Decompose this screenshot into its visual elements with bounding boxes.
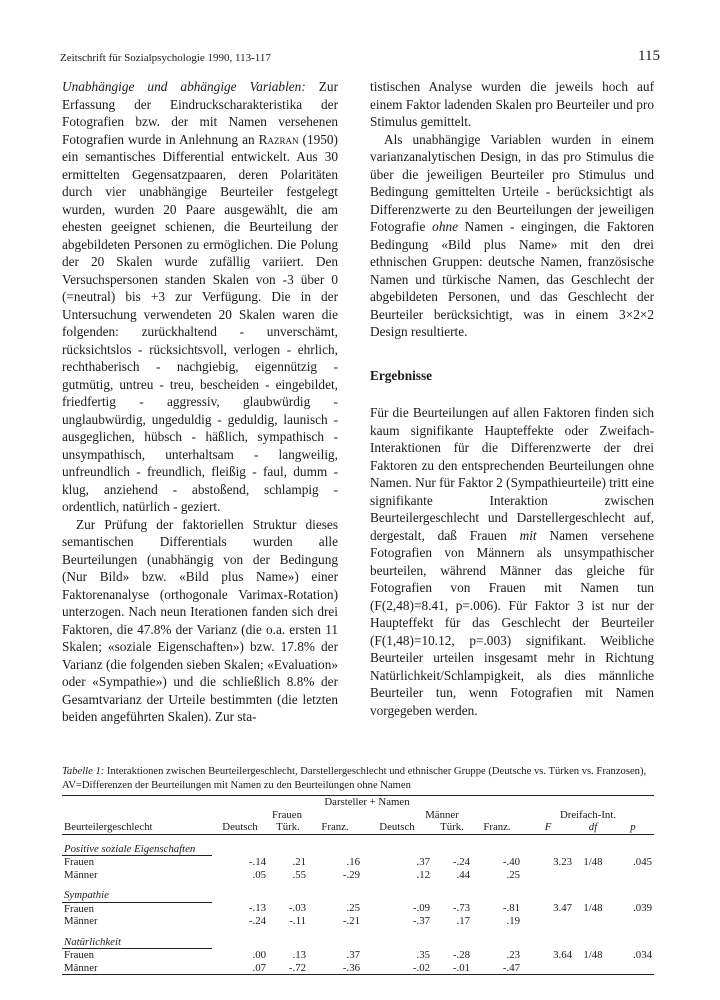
paragraph-variables: [62, 78, 338, 516]
journal-citation: Zeitschrift für Sozialpsychologie 1990, 113-117: [60, 52, 271, 64]
cell: .23: [506, 948, 520, 961]
paragraph-text: Namen - eingingen, die Faktoren Bedingung «Bild plus Name» mit den drei ethnischen Gruppen: deutsche Namen, französische Namen und türkische Namen, das Geschlecht der abgebildeten Personen, und das Geschlecht der Beurteiler berücksichtigt, was in einem 3×2×2 Design resultierte.: [370, 219, 654, 339]
table-row: [62, 962, 654, 975]
table-header-row: [62, 809, 654, 822]
paragraph-results: [370, 404, 654, 719]
cell: -.37: [412, 915, 430, 927]
caption-text: Interaktionen zwischen Beurteilergeschlecht, Darstellergeschlecht und ethnischer Gruppe (Deutsche vs. Türken vs. Franzosen), AV=Differenzen der Beurteilungen mit Namen zu den Beurteilungen ohne Namen: [62, 766, 647, 791]
cell: -.03: [288, 902, 306, 914]
cell-f: 3.23: [553, 855, 572, 868]
row-label: Männer: [64, 868, 98, 881]
cell-df: 1/48: [583, 948, 603, 961]
paragraph-text: (1950) ein semantisches Differential entwickelt. Aus 30 ermittelten Gegensatzpaaren, deren Polaritäten durch vier unabhängige Beurteiler festgelegt wurden, wurden 20 Paare ausgewählt, die am ehesten geeignet schienen, die Beurteilung der abgebildeten Personen zu ermöglichen. Die Polung der 20 Skalen wurde zufällig variiert. Den Versuchspersonen standen Skalen von -3 über 0 (=neutral) bis +3 zur Verfügung. Die in der Untersuchung verwendeten 20 Skalen waren die folgenden: zurückhaltend - unverschämt, rücksichtslos - rücksichtsvoll, verlogen - ehrlich, rechthaberisch - nachgiebig, eigennützig - gutmütig, untreu - treu, bescheiden - eingebildet, friedfertig - aggressiv, glaubwürdig - unglaubwürdig, ungeduldig - geduldig, launisch - ausgeglichen, hübsch - häßlich, sympathisch - unsympathisch, unterhaltsam - langweilig, unfreundlich - freundlich, fleißig - faul, dumm - klug, anziehend - abstoßend, schlampig - ordentlich, natürlich - geziert.: [62, 131, 338, 514]
table-row: [62, 902, 654, 915]
group-label: Natürlichkeit: [62, 928, 212, 949]
cell-p: .034: [633, 948, 652, 961]
header-col: p: [612, 821, 654, 834]
cell: .25: [346, 902, 360, 914]
group-label: Positive soziale Eigenschaften: [62, 834, 212, 856]
cell-f: 3.64: [553, 948, 572, 961]
cell: -.28: [452, 948, 470, 961]
header-col: F: [522, 821, 574, 834]
cell: .05: [252, 868, 266, 881]
paragraph-text: Zur Erfassung der Eindruckscharakteristika der Fotografien bzw. der mit Namen versehenen Fotografien wurde in Anlehnung an: [62, 79, 338, 147]
header-frauen: Frauen: [272, 808, 302, 821]
cell: .25: [506, 868, 520, 881]
header-maenner: Männer: [425, 808, 459, 821]
header-col: Franz.: [308, 821, 362, 834]
table-row: [62, 949, 654, 962]
table-header-row: [62, 821, 654, 834]
header-dreifach: Dreifach-Int.: [559, 808, 617, 821]
cell: -.11: [289, 915, 306, 927]
row-label: Männer: [64, 915, 98, 927]
paragraph-design: [370, 131, 654, 341]
section-heading-results: Ergebnisse: [370, 367, 433, 383]
table-group-row: [62, 834, 654, 856]
page-number: 115: [638, 48, 660, 64]
cell: .37: [416, 855, 430, 868]
cell: -.81: [502, 902, 520, 914]
cell: -.24: [248, 915, 266, 927]
cell-f: 3.47: [553, 902, 572, 914]
cell: .19: [506, 915, 520, 927]
row-label: Frauen: [64, 949, 94, 961]
cell: .07: [212, 962, 268, 975]
table-group-row: [62, 881, 654, 902]
paragraph-text: Für die Beurteilungen auf allen Faktoren finden sich kaum signifikante Haupteffekte oder Zweifach-Interaktionen für die Differenzwerte der drei Faktoren zu den entsprechenden Beurteilungen ohne Namen. Nur für Faktor 2 (Sympathieurteile) tritt eine signifikante Interaktion zwischen Beurteilergeschlecht und Darstellergeschlecht auf, dergestalt, daß Frauen: [370, 405, 654, 543]
header-col: Türk.: [432, 821, 472, 834]
cell: -.73: [452, 902, 470, 914]
results-table: [62, 795, 654, 975]
cell: -.02: [362, 962, 432, 975]
paragraph-continuation: tistischen Analyse wurden die jeweils hoch auf einem Faktor ladenden Skalen pro Beurteiler und pro Stimulus gemittelt.: [370, 79, 654, 129]
paragraph-text: Als unabhängige Variablen wurden in einem varianzanalytischen Design, in das pro Stimulus die über die jeweiligen Beurteiler pro Stimulus und Bedingung gemittelten Urteile - berücksichtigt als Differenzwerte zu den Beurteilungen der jeweiligen Fotografie: [370, 131, 654, 234]
header-col: df: [574, 821, 612, 834]
cell: .16: [346, 855, 360, 868]
cell: .12: [416, 868, 430, 881]
author-citation: Razran: [258, 131, 299, 147]
group-label: Sympathie: [62, 881, 212, 902]
emphasis-mit: mit: [519, 527, 537, 543]
cell: -.40: [502, 855, 520, 868]
table-group-row: [62, 928, 654, 949]
paragraph-lead: Unabhängige und abhängige Variablen:: [62, 79, 306, 94]
paragraph-factor-analysis: Zur Prüfung der faktoriellen Struktur dieses semantischen Differentials wurden alle Beurteilungen (unabhängig von der Bedingung (Nur Bild» bzw. «Bild plus Name») einer Faktorenanalyse (orthogonale Varimax-Rotation) unterzogen. Nach neun Iterationen fanden sich drei Faktoren, die 47.8% der Varianz (die o.a. ersten 11 Skalen; «soziale Eigenschaften») bzw. 17.8% der Varianz (die folgenden sieben Skalen; «Evaluation» oder «Sympathie») und die schließlich 8.8% der Gesamtvarianz der Urteile bestimmten (die letzten beiden angeführten Skalen). Zur sta-: [62, 516, 338, 724]
cell: -.47: [472, 962, 522, 975]
table-row: [62, 856, 654, 869]
header-col: Deutsch: [212, 821, 268, 834]
left-column: [62, 78, 338, 726]
cell: -.72: [268, 962, 308, 975]
header-col: Deutsch: [362, 821, 432, 834]
cell-p: .045: [633, 855, 652, 868]
cell: .37: [346, 948, 360, 961]
cell: -.14: [248, 855, 266, 868]
row-label: Männer: [62, 962, 212, 975]
right-column: [370, 78, 654, 719]
cell-df: 1/48: [583, 902, 603, 914]
table-caption: [62, 765, 654, 793]
cell: .13: [292, 948, 306, 961]
caption-label: Tabelle 1:: [62, 766, 105, 777]
cell-p: .039: [633, 902, 652, 914]
row-label: Frauen: [64, 856, 94, 868]
table-row: [62, 869, 654, 882]
cell-df: 1/48: [583, 855, 603, 868]
emphasis-ohne: ohne: [432, 219, 459, 234]
header-col: Franz.: [472, 821, 522, 834]
cell: -.29: [342, 868, 360, 881]
cell: -.13: [248, 902, 266, 914]
header-rater-sex: Beurteilergeschlecht: [62, 821, 212, 834]
cell: .55: [292, 868, 306, 881]
cell: -.01: [432, 962, 472, 975]
cell: .21: [292, 855, 306, 868]
table-header-row: [62, 796, 654, 809]
paragraph-text: Namen versehene Fotografien von Männern als unsympathischer beurteilen, während Männer das gleiche für Fotografien von Frauen mit Namen tun (F(2,48)=8.41, p=.006). Für Faktor 3 ist nur der Haupteffekt für das Geschlecht der Beurteiler (F(1,48)=10.12, p=.003) signifikant. Weibliche Beurteiler urteilen insgesamt mehr in Richtung Natürlichkeit/Schlampigkeit, als dies männliche Beurteiler tun, wenn Fotografien mit Namen vorgegeben werden.: [370, 527, 654, 718]
cell: -.21: [342, 915, 360, 927]
cell: .00: [252, 948, 266, 961]
cell: -.36: [308, 962, 362, 975]
row-label: Frauen: [64, 902, 94, 915]
cell: .17: [456, 915, 470, 927]
cell: .44: [456, 868, 470, 881]
span-header: Darsteller + Namen: [212, 796, 522, 809]
table-row: [62, 915, 654, 928]
running-header: [60, 48, 660, 68]
cell: -.24: [452, 855, 470, 868]
cell: -.09: [412, 902, 430, 914]
header-col: Türk.: [268, 821, 308, 834]
cell: .35: [416, 948, 430, 961]
